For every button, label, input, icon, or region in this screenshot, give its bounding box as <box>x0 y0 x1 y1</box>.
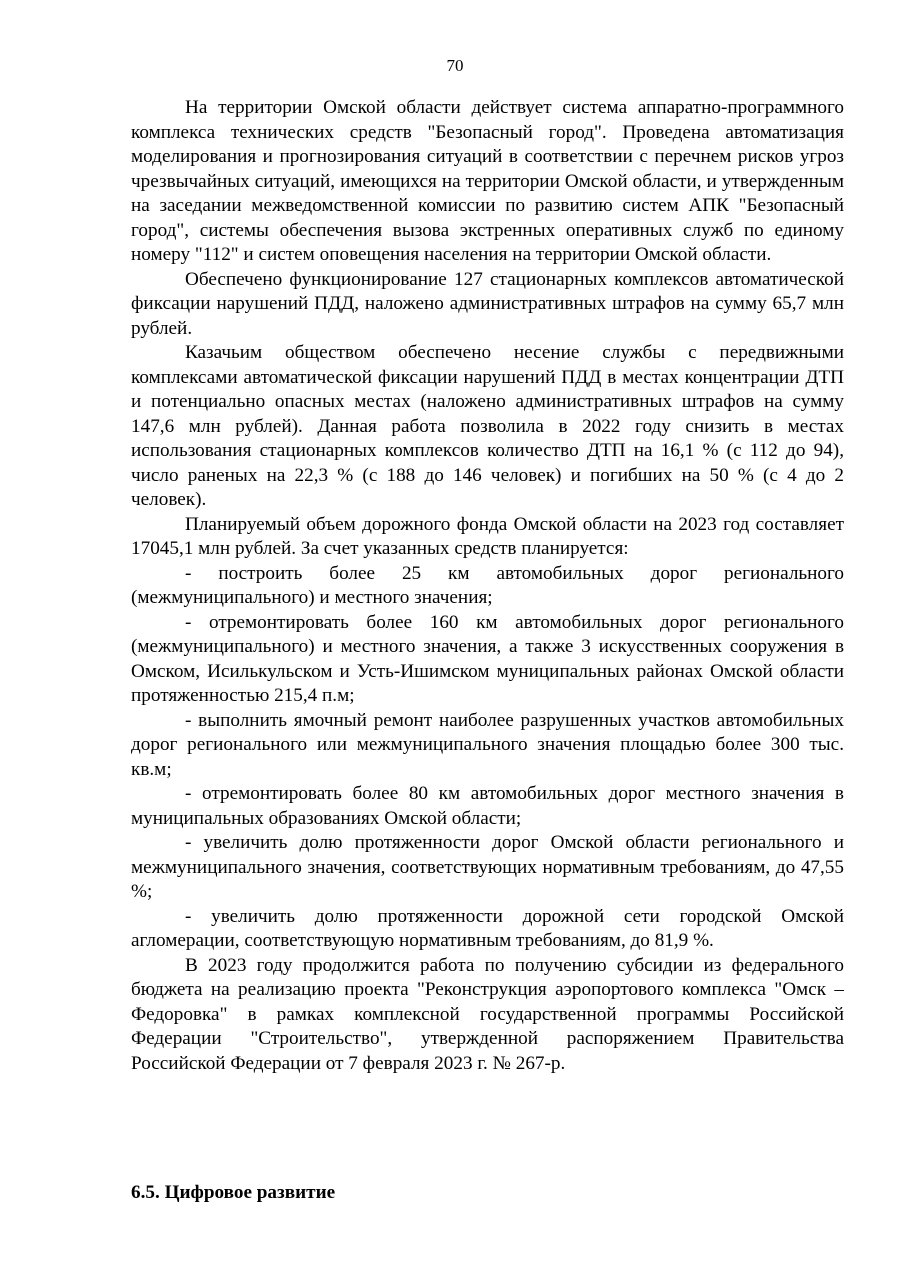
list-item-regional-roads-share: - увеличить долю протяженности дорог Омской области регионального и межмуниципального значения, соответствующих нормативным требованиям, до 47,55 %; <box>131 832 844 902</box>
list-item-pothole-repair: - выполнить ямочный ремонт наиболее разрушенных участков автомобильных дорог регионального или межмуниципального значения площадью более 300 тыс. кв.м; <box>131 709 844 780</box>
document-body <box>131 96 844 1076</box>
page-number: 70 <box>446 56 464 75</box>
paragraph-safe-city: На территории Омской области действует система аппаратно-программного комплекса технических средств "Безопасный город". Проведена автоматизация моделирования и прогнозирования ситуаций в соответствии с перечнем рисков угроз чрезвычайных ситуаций, имеющихся на территории Омской области, и утвержденным на заседании межведомственной комиссии по развитию систем АПК "Безопасный город", системы обеспечения вызова экстренных оперативных служб по единому номеру "112" и систем оповещения населения на территории Омской области. <box>131 97 844 265</box>
list-item-build-roads: - построить более 25 км автомобильных дорог регионального (межмуниципального) и местного значения; <box>131 562 844 608</box>
paragraph-road-fund: Планируемый объем дорожного фонда Омской области на 2023 год составляет 17045,1 млн рублей. За счет указанных средств планируется: <box>131 513 844 559</box>
section-heading: 6.5. Цифровое развитие <box>131 1182 336 1203</box>
paragraph-airport-project: В 2023 году продолжится работа по получению субсидии из федерального бюджета на реализацию проекта "Реконструкция аэропортового комплекса "Омск – Федоровка" в рамках комплексной государственной программы Российской Федерации "Строительство", утвержденной распоряжением Правительства Российской Федерации от 7 февраля 2023 г. № 267-р. <box>131 954 844 1074</box>
paragraph-cossack-service: Казачьим обществом обеспечено несение службы с передвижными комплексами автоматической фиксации нарушений ПДД в местах концентрации ДТП и потенциально опасных местах (наложено административных штрафов на сумму 147,6 млн рублей). Данная работа позволила в 2022 году снизить в местах использования стационарных комплексов количество ДТП на 16,1 % (с 112 до 94), число раненых на 22,3 % (с 188 до 146 человек) и погибших на 50 % (с 4 до 2 человек). <box>131 342 844 510</box>
paragraph-traffic-cameras: Обеспечено функционирование 127 стационарных комплексов автоматической фиксации нарушений ПДД, наложено административных штрафов на сумму 65,7 млн рублей. <box>131 268 844 339</box>
list-item-repair-local-roads: - отремонтировать более 80 км автомобильных дорог местного значения в муниципальных образованиях Омской области; <box>131 783 844 829</box>
list-item-repair-regional-roads: - отремонтировать более 160 км автомобильных дорог регионального (межмуниципального) и местного значения, а также 3 искусственных сооружения в Омском, Исилькульском и Усть-Ишимском муниципальных районах Омской области протяженностью 215,4 п.м; <box>131 611 844 706</box>
list-item-agglomeration-share: - увеличить долю протяженности дорожной сети городской Омской агломерации, соответствующую нормативным требованиям, до 81,9 %. <box>131 905 844 951</box>
